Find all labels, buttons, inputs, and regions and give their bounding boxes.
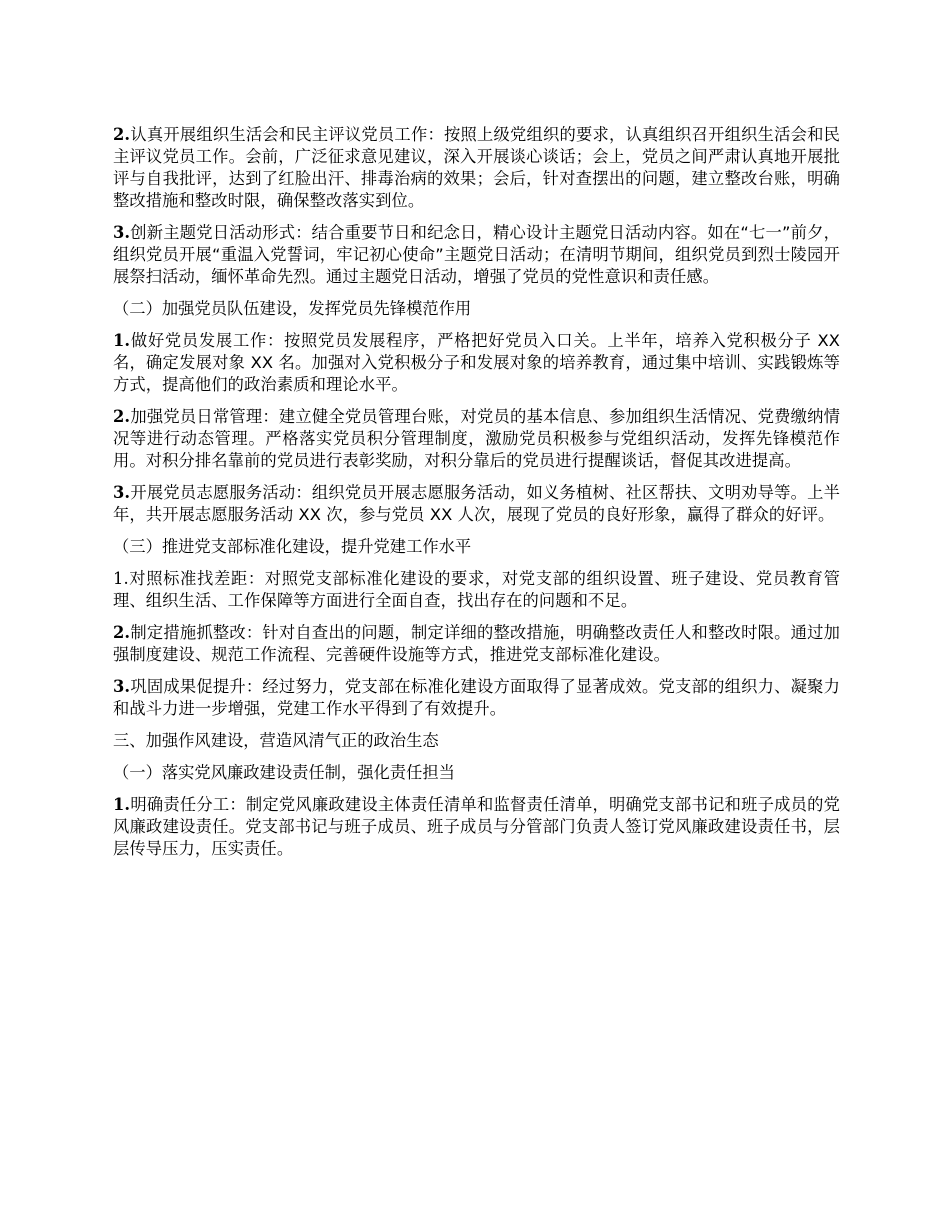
paragraph-text: 创新主题党日活动形式：结合重要节日和纪念日，精心设计主题党日活动内容。如在“七一”前夕，组织党员开展“重温入党誓词，牢记初心使命”主题党日活动；在清明节期间，组织党员到烈士陵园开展祭扫活动，缅怀革命先烈。通过主题党日活动，增强了党员的党性意识和责任感。 — [113, 223, 840, 286]
section-heading-member-team: （二）加强党员队伍建设，发挥党员先锋模范作用 — [113, 299, 472, 318]
paragraph-text: 对照标准找差距：对照党支部标准化建设的要求，对党支部的组织设置、班子建设、党员教育管理、组织生活、工作保障等方面进行全面自查，找出存在的问题和不足。 — [113, 569, 840, 610]
paragraph-text: 巩固成果促提升：经过努力，党支部在标准化建设方面取得了显著成效。党支部的组织力、凝聚力和战斗力进一步增强，党建工作水平得到了有效提升。 — [113, 677, 840, 718]
section-heading-standardization: （三）推进党支部标准化建设，提升党建工作水平 — [113, 537, 472, 556]
document-body — [113, 124, 840, 870]
item-number: 1. — [113, 795, 131, 814]
paragraph-text: 明确责任分工：制定党风廉政建设主体责任清单和监督责任清单，明确党支部书记和班子成员的党风廉政建设责任。党支部书记与班子成员、班子成员与分管部门负责人签订党风廉政建设责任书，层层传导压力，压实责任。 — [113, 795, 840, 858]
paragraph-member-development — [113, 330, 840, 396]
paragraph-rectification — [113, 622, 840, 666]
paragraph-text: 加强党员日常管理：建立健全党员管理台账，对党员的基本信息、参加组织生活情况、党费缴纳情况等进行动态管理。严格落实党员积分管理制度，激励党员积极参与党组织活动，发挥先锋模范作用。对积分排名靠前的党员进行表彰奖励，对积分靠后的党员进行提醒谈话，督促其改进提高。 — [113, 407, 840, 470]
paragraph-theme-party-day — [113, 222, 840, 288]
item-number: 3. — [113, 483, 131, 502]
paragraph-responsibility-division — [113, 794, 840, 860]
section-heading-work-style: 三、加强作风建设，营造风清气正的政治生态 — [113, 731, 439, 750]
paragraph-find-gaps — [113, 568, 840, 612]
paragraph-organization-life-meeting — [113, 124, 840, 212]
paragraph-text: 制定措施抓整改：针对自查出的问题，制定详细的整改措施，明确整改责任人和整改时限。通过加强制度建设、规范工作流程、完善硬件设施等方式，推进党支部标准化建设。 — [113, 623, 840, 664]
paragraph-text: 做好党员发展工作：按照党员发展程序，严格把好党员入口关。上半年，培养入党积极分子 XX 名，确定发展对象 XX 名。加强对入党积极分子和发展对象的培养教育，通过集中培训、实践锻炼等方式，提高他们的政治素质和理论水平。 — [113, 331, 840, 394]
paragraph-text: 认真开展组织生活会和民主评议党员工作：按照上级党组织的要求，认真组织召开组织生活会和民主评议党员工作。会前，广泛征求意见建议，深入开展谈心谈话；会上，党员之间严肃认真地开展批评与自我批评，达到了红脸出汗、排毒治病的效果；会后，针对查摆出的问题，建立整改台账，明确整改措施和整改时限，确保整改落实到位。 — [113, 125, 840, 210]
item-number: 1. — [113, 569, 129, 588]
paragraph-daily-management — [113, 406, 840, 472]
item-number: 3. — [113, 677, 131, 696]
section-heading-responsibility-system: （一）落实党风廉政建设责任制，强化责任担当 — [113, 763, 455, 782]
item-number: 3. — [113, 223, 131, 242]
item-number: 2. — [113, 407, 131, 426]
paragraph-volunteer-service — [113, 482, 840, 526]
paragraph-consolidate-results — [113, 676, 840, 720]
item-number: 2. — [113, 125, 131, 144]
item-number: 2. — [113, 623, 131, 642]
item-number: 1. — [113, 331, 131, 350]
paragraph-text: 开展党员志愿服务活动：组织党员开展志愿服务活动，如义务植树、社区帮扶、文明劝导等。上半年，共开展志愿服务活动 XX 次，参与党员 XX 人次，展现了党员的良好形象，赢得了群众的好评。 — [113, 483, 840, 524]
